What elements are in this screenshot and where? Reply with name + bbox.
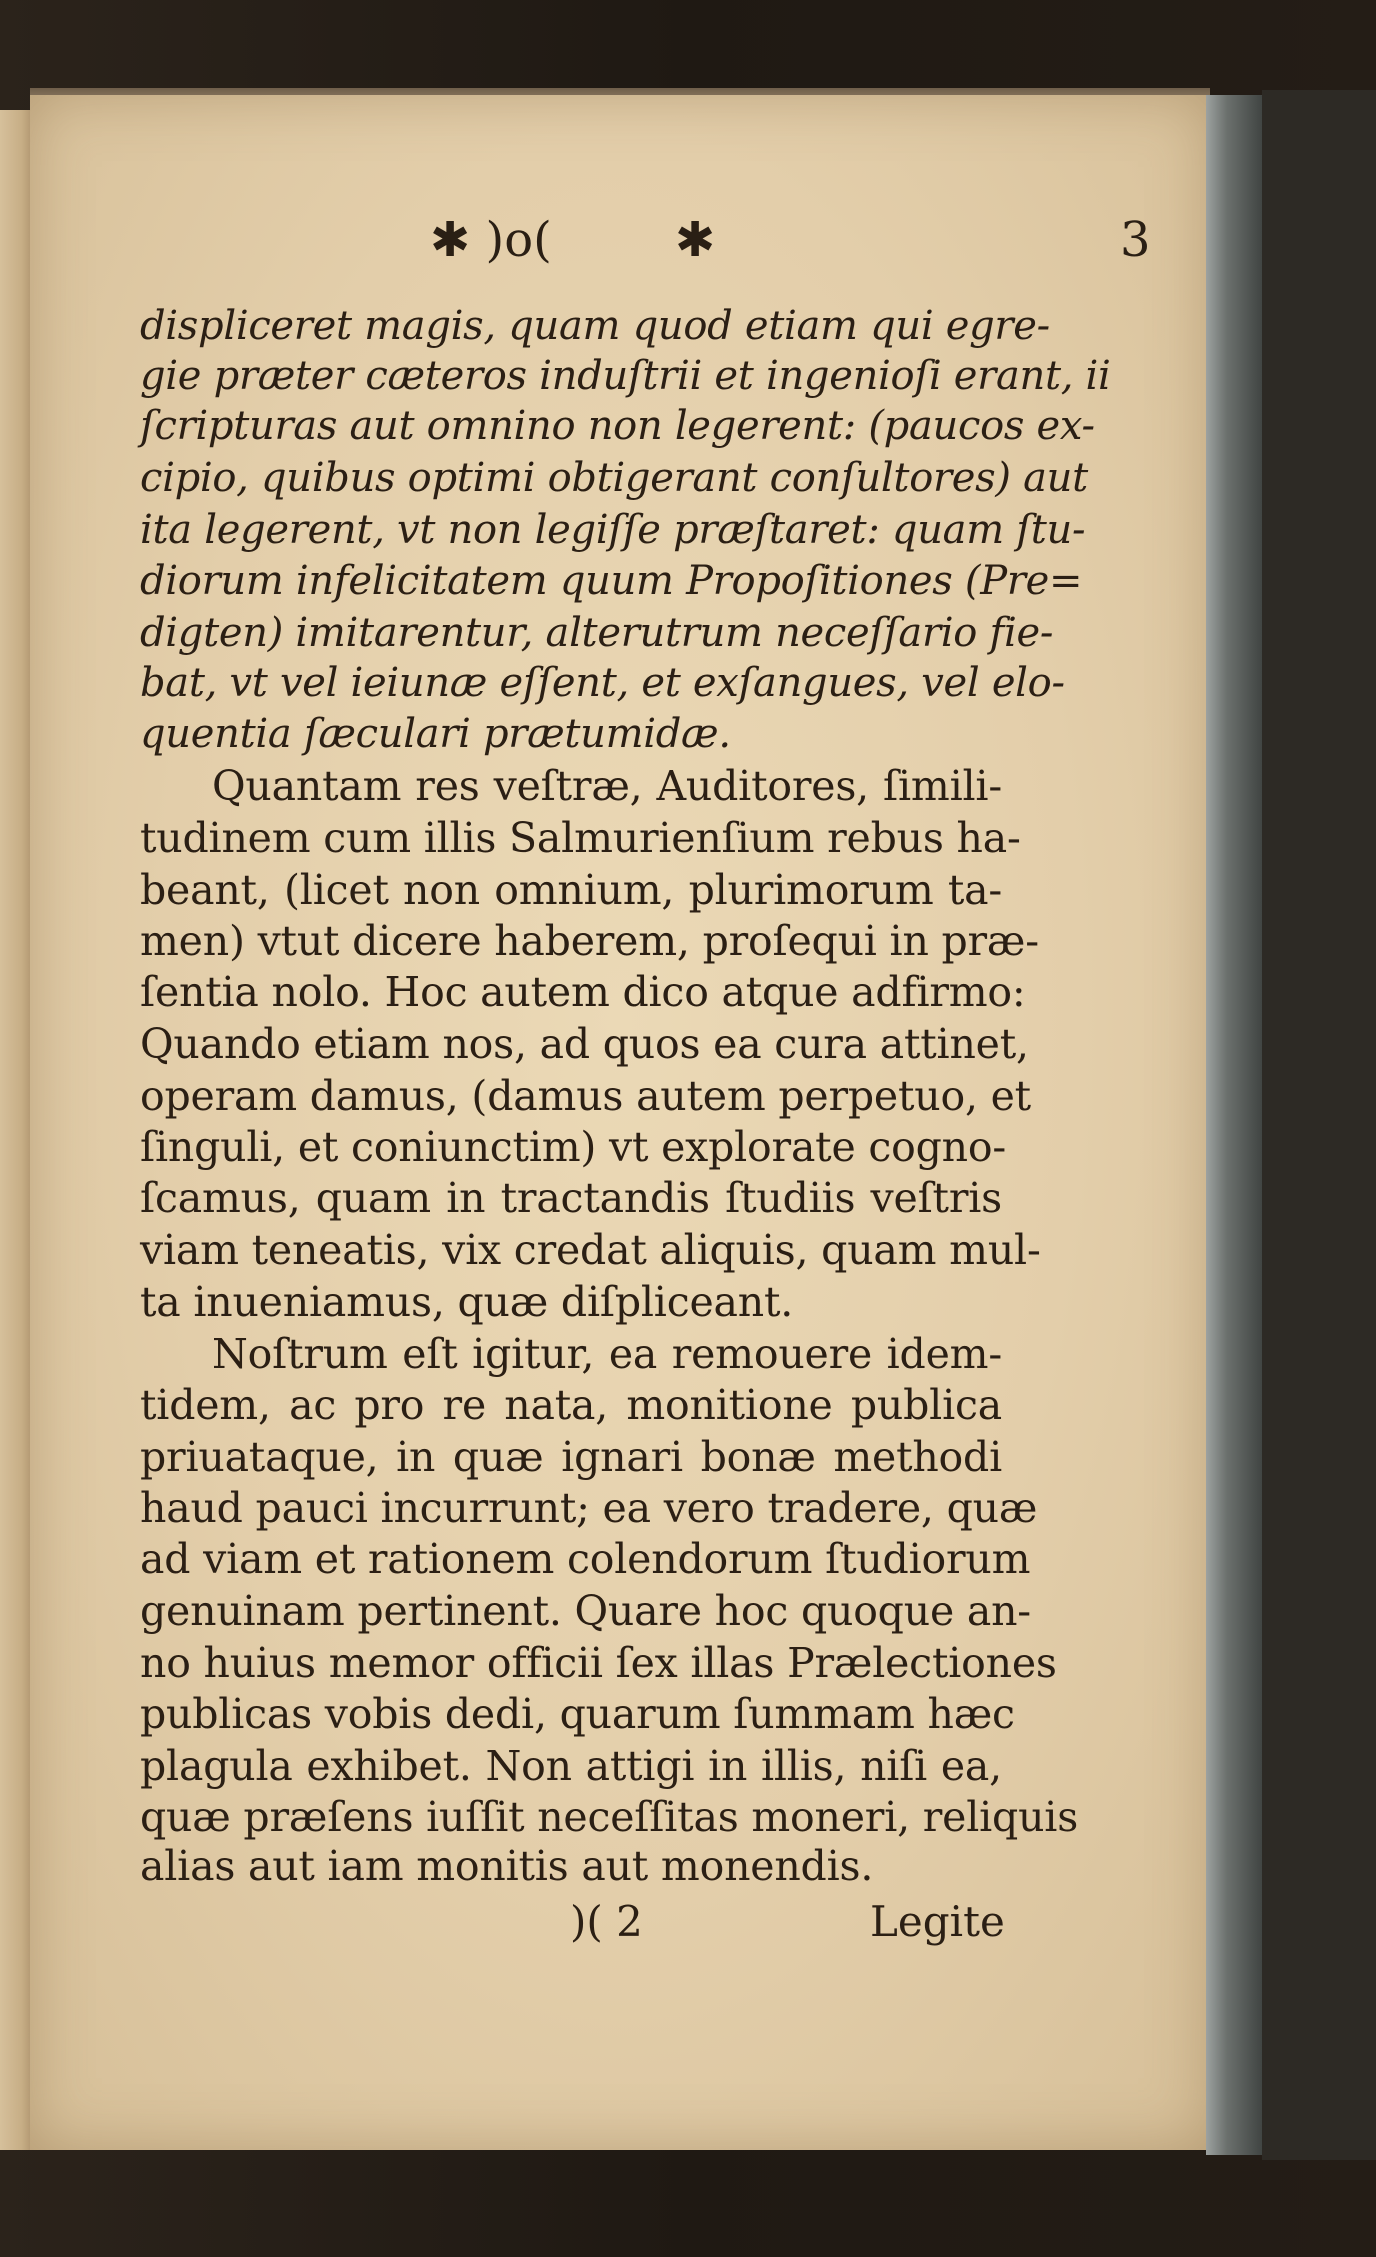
text-line: quentia ſæculari prætumidæ. (140, 711, 731, 757)
text-line: priuataque, in quæ ignari bonæ methodi (140, 1433, 1002, 1481)
text-line: ſcamus, quam in tractandis ſtudiis veſtris (140, 1174, 1002, 1222)
catchword: Legite (870, 1897, 1005, 1946)
text-line: tudinem cum illis Salmurienſium rebus ha- (140, 814, 1021, 862)
text-line: diorum infelicitatem quum Propoſitiones (Pre= (140, 558, 1083, 604)
text-line: cipio, quibus optimi obtigerant conſultores) aut (140, 455, 1088, 501)
text-line: Quantam res veſtræ, Auditores, ſimili- (212, 762, 1002, 810)
head-ornament-right: ✱ (675, 212, 716, 268)
text-line: quæ præſens iuſſit neceſſitas moneri, reliquis (140, 1793, 1079, 1841)
text-line: publicas vobis dedi, quarum ſummam hæc (140, 1690, 1015, 1738)
text-line: bat, vt vel ieiunæ eſſent, et exſangues, vel elo- (140, 660, 1065, 706)
cover-edge (1206, 95, 1266, 2155)
text-line: genuinam pertinent. Quare hoc quoque an- (140, 1587, 1031, 1635)
text-line: ta inueniamus, quæ diſpliceant. (140, 1278, 794, 1326)
text-line: operam damus, (damus autem perpetuo, et (140, 1072, 1031, 1120)
text-line: displiceret magis, quam quod etiam qui egre- (140, 303, 1050, 349)
running-head (150, 205, 1151, 275)
text-line: viam teneatis, vix credat aliquis, quam mul- (140, 1226, 1041, 1274)
text-line: ſcripturas aut omnino non legerent: (paucos ex- (140, 403, 1095, 449)
text-line: alias aut iam monitis aut monendis. (140, 1842, 874, 1890)
text-line: gie præter cæteros induſtrii et ingenioſi erant, ii (140, 353, 1111, 399)
text-line: ſentia nolo. Hoc autem dico atque adfirmo: (140, 968, 1026, 1016)
text-line: tidem, ac pro re nata, monitione publica (140, 1381, 1002, 1429)
text-line: plagula exhibet. Non attigi in illis, niſi ea, (140, 1742, 1002, 1790)
text-line: beant, (licet non omnium, plurimorum ta- (140, 866, 1002, 914)
signature-mark: )( 2 (570, 1897, 643, 1946)
text-line: ad viam et rationem colendorum ſtudiorum (140, 1535, 1031, 1583)
book-cover (1262, 90, 1376, 2160)
text-line: ita legerent, vt non legiſſe præſtaret: quam ſtu- (140, 507, 1086, 553)
text-line: ſinguli, et coniunctim) vt explorate cogno- (140, 1123, 1006, 1171)
page-number: 3 (1120, 212, 1151, 268)
text-line: no huius memor officii ſex illas Prælectiones (140, 1639, 1057, 1687)
text-line: digten) imitarentur, alterutrum neceſſario fie- (140, 610, 1054, 656)
text-line: men) vtut dicere haberem, proſequi in præ- (140, 917, 1039, 965)
text-line: Noſtrum eſt igitur, ea remouere idem- (212, 1330, 1002, 1378)
text-line: Quando etiam nos, ad quos ea cura attinet, (140, 1020, 1029, 1068)
head-ornament-left: ✱ )o( (430, 212, 552, 268)
text-line: haud pauci incurrunt; ea vero tradere, quæ (140, 1484, 1038, 1532)
